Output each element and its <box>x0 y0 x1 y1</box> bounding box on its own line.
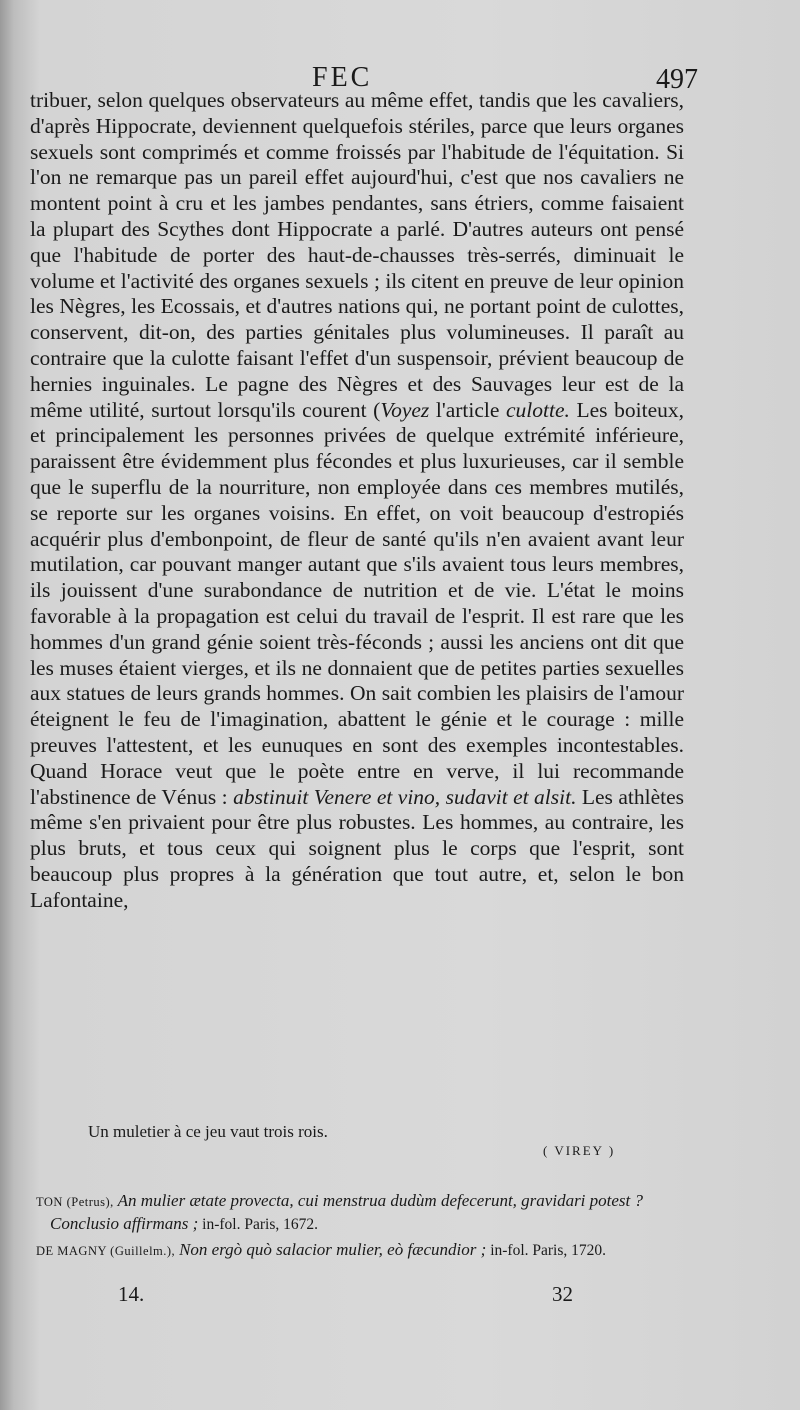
reference-author: TON (Petrus), <box>36 1195 114 1209</box>
body-segment-2: l'article <box>429 397 507 422</box>
body-segment-1: tribuer, selon quelques observateurs au même effet, tandis que les cavaliers, d'après Hippocrate, deviennent quelquefois stériles, parce que leurs organes sexuels sont comprimés et comme froissés par l'habitude de l'équitation. Si l'on ne remarque pas un pareil effet aujourd'hui, c'est que nos cavaliers ne montent point à cru et les jambes pendantes, sans étriers, comme faisaient la plupart des Scythes dont Hippocrate a parlé. D'autres auteurs ont pensé que l'habitude de porter des haut-de-chausses très-serrés, diminuait le volume et l'activité des organes sexuels ; ils citent en preuve de leur opinion les Nègres, les Ecossais, et d'autres nations qui, ne portant point de culottes, conservent, dit-on, des parties génitales plus volumineuses. Il paraît au contraire que la culotte faisant l'effet d'un suspensoir, prévient beaucoup de hernies inguinales. Le pagne des Nègres et des Sauvages leur est de la même utilité, surtout lorsqu'ils courent ( <box>30 88 684 422</box>
body-italic-culotte: culotte. <box>506 397 570 422</box>
printer-signature-right: 32 <box>552 1282 573 1306</box>
reference-title: Non ergò quò salacior mulier, eò fæcundior ; <box>179 1240 487 1259</box>
body-segment-4: Les athlètes même s'en privaient pour être plus robustes. Les hommes, au contraire, les plus bruts, et tous ceux qui soignent plus le corps que l'esprit, sont beaucoup plus propres à la génération que tout autre, et, selon le bon Lafontaine, <box>30 784 684 912</box>
page-number: 497 <box>656 64 698 95</box>
reference-author: DE MAGNY (Guillelm.), <box>36 1244 176 1258</box>
printer-signature-left: 14. <box>118 1282 145 1306</box>
reference-details: in-fol. Paris, 1672. <box>202 1216 318 1233</box>
author-signature: ( VIREY ) <box>543 1143 616 1158</box>
body-text <box>30 88 684 914</box>
reference-item <box>36 1239 686 1262</box>
body-italic-voyez: Voyez <box>380 397 430 422</box>
reference-details: in-fol. Paris, 1720. <box>490 1242 606 1259</box>
reference-title: An mulier ætate provecta, cui menstrua dudùm defecerunt, gravidari potest ? Conclusio affirmans ; <box>50 1191 644 1233</box>
body-paragraph <box>30 88 684 914</box>
body-segment-3: Les boiteux, et principalement les personnes privées de quelque extrémité inférieure, paraissent être évidemment plus fécondes et plus luxurieuses, car il semble que le superflu de la nourriture, non employée dans ces membres mutilés, se reporte sur les organes voisins. En effet, on voit beaucoup d'estropiés acquérir plus d'embonpoint, de fleur de santé qu'ils n'en avaient avant leur mutilation, car pouvant manger autant que s'ils avaient tous leurs membres, ils jouissent d'une surabondance de nutrition et de vie. L'état le moins favorable à la propagation est celui du travail de l'esprit. Il est rare que les hommes d'un grand génie soient très-féconds ; aussi les anciens ont dit que les muses étaient vierges, et ils ne donnaient que de petites parties sexuelles aux statues de leurs grands hommes. On sait combien les plaisirs de l'amour éteignent le feu de l'imagination, abattent le génie et le courage : mille preuves l'attestent, et les eunuques en sont des exemples incontestables. Quand Horace veut que le poète entre en verve, il lui recommande l'abstinence de Vénus : <box>30 397 684 809</box>
running-head: FEC <box>312 62 373 93</box>
body-italic-quote: abstinuit Venere et vino, sudavit et alsit. <box>233 784 577 809</box>
verse-quote: Un muletier à ce jeu vaut trois rois. <box>88 1122 328 1141</box>
bibliography <box>36 1190 686 1266</box>
reference-item <box>36 1190 686 1235</box>
